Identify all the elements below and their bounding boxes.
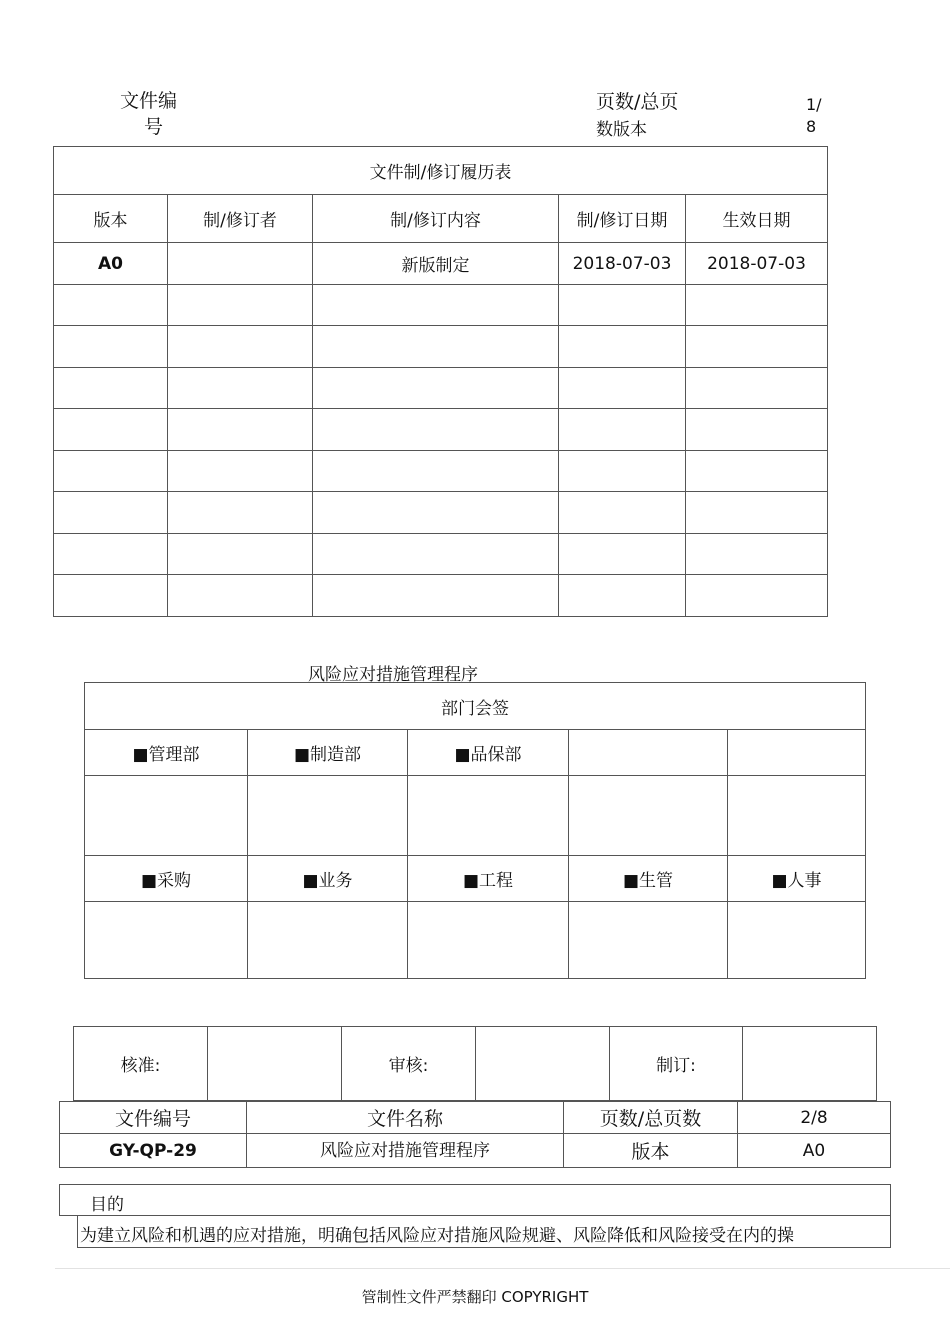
col-header: 生效日期 bbox=[686, 195, 828, 243]
pages-value-line2: 8 bbox=[806, 117, 817, 136]
revision-history-table bbox=[53, 146, 828, 617]
purpose-heading-box bbox=[59, 1184, 891, 1216]
table-row-empty bbox=[54, 409, 828, 451]
dept-cell: ■生管 bbox=[569, 856, 728, 902]
table-cell bbox=[168, 243, 313, 285]
dept-cell: ■管理部 bbox=[85, 730, 248, 776]
review-label: 审核: bbox=[342, 1027, 476, 1101]
dept-cell: ■品保部 bbox=[408, 730, 569, 776]
dept-signoff-table bbox=[84, 682, 866, 979]
doc-name-value: 风险应对措施管理程序 bbox=[247, 1134, 564, 1168]
table-row-empty bbox=[54, 492, 828, 534]
table-row-empty bbox=[54, 285, 828, 326]
approve-label: 核准: bbox=[74, 1027, 208, 1101]
draft-signature bbox=[743, 1027, 877, 1101]
purpose-text: 为建立风险和机遇的应对措施，明确包括风险应对措施风险规避、风险降低和风险接受在内的操 bbox=[80, 1226, 794, 1246]
doc-no-value: GY-QP-29 bbox=[60, 1134, 247, 1168]
approve-signature bbox=[208, 1027, 342, 1101]
table-cell: A0 bbox=[54, 243, 168, 285]
approval-table bbox=[73, 1026, 877, 1101]
table-row-empty bbox=[54, 326, 828, 368]
col-header: 制/修订日期 bbox=[559, 195, 686, 243]
doc-no-label-line1: 文件编 bbox=[120, 90, 178, 112]
dept-signoff-title: 部门会签 bbox=[85, 683, 866, 730]
table-row bbox=[54, 243, 828, 285]
table-cell: 新版制定 bbox=[313, 243, 559, 285]
col-header: 制/修订者 bbox=[168, 195, 313, 243]
pages-value bbox=[806, 94, 822, 138]
table-row-empty bbox=[54, 534, 828, 575]
purpose-heading: 目的 bbox=[90, 1195, 124, 1215]
pages-label-line2: 数版本 bbox=[596, 120, 647, 140]
table-row-empty bbox=[54, 368, 828, 409]
table-row-empty bbox=[54, 451, 828, 492]
dept-row bbox=[85, 730, 866, 776]
doc-no-label: 文件编号 bbox=[60, 1102, 247, 1134]
doc-name-label: 文件名称 bbox=[247, 1102, 564, 1134]
page2-header-table bbox=[59, 1101, 891, 1168]
dept-cell bbox=[728, 730, 866, 776]
purpose-text-box bbox=[77, 1215, 891, 1248]
table-row-empty bbox=[54, 575, 828, 617]
pages-label-line1: 页数/总页 bbox=[596, 91, 679, 113]
signature-row bbox=[85, 902, 866, 979]
dept-row bbox=[85, 856, 866, 902]
dept-cell: ■制造部 bbox=[248, 730, 408, 776]
doc-no-label-line2: 号 bbox=[144, 116, 164, 138]
procedure-title: 风险应对措施管理程序 bbox=[308, 665, 478, 685]
pages-value-line1: 1/ bbox=[806, 95, 822, 114]
dept-cell: ■业务 bbox=[248, 856, 408, 902]
footer-copyright: 管制性文件严禁翻印 COPYRIGHT bbox=[361, 1288, 589, 1306]
revision-history-title: 文件制/修订履历表 bbox=[54, 147, 828, 195]
col-header: 制/修订内容 bbox=[313, 195, 559, 243]
pages-label: 页数/总页数 bbox=[564, 1102, 738, 1134]
table-cell: 2018-07-03 bbox=[559, 243, 686, 285]
dept-cell: ■采购 bbox=[85, 856, 248, 902]
dept-cell bbox=[569, 730, 728, 776]
footer-divider bbox=[55, 1268, 950, 1269]
version-label: 版本 bbox=[564, 1134, 738, 1168]
draft-label: 制订: bbox=[610, 1027, 743, 1101]
pages-value: 2/8 bbox=[738, 1102, 891, 1134]
doc-no-label bbox=[120, 88, 177, 140]
dept-cell: ■人事 bbox=[728, 856, 866, 902]
signature-row bbox=[85, 776, 866, 856]
table-cell: 2018-07-03 bbox=[686, 243, 828, 285]
dept-cell: ■工程 bbox=[408, 856, 569, 902]
review-signature bbox=[476, 1027, 610, 1101]
version-value: A0 bbox=[738, 1134, 891, 1168]
col-header: 版本 bbox=[54, 195, 168, 243]
pages-label bbox=[596, 88, 678, 144]
revision-header-row bbox=[54, 195, 828, 243]
